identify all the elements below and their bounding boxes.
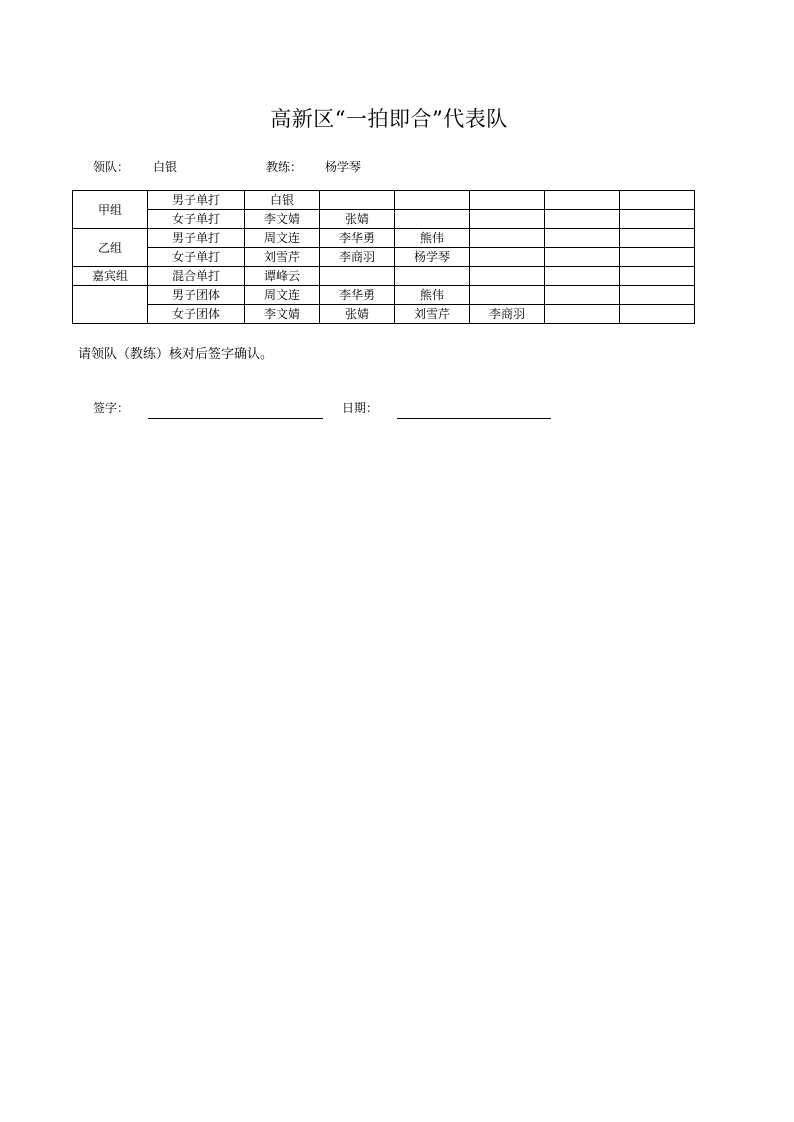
event-cell: 女子团体 (148, 305, 245, 324)
player-cell: 熊伟 (395, 286, 470, 305)
player-cell (620, 248, 695, 267)
player-cell (620, 267, 695, 286)
player-cell (470, 248, 545, 267)
player-cell (545, 267, 620, 286)
table-row (73, 248, 695, 267)
player-cell (620, 229, 695, 248)
player-cell: 李文婧 (245, 305, 320, 324)
player-cell: 李华勇 (320, 286, 395, 305)
player-cell: 李商羽 (470, 305, 545, 324)
roster-table (72, 190, 695, 324)
player-cell (470, 267, 545, 286)
table-row (73, 267, 695, 286)
player-cell: 刘雪芹 (395, 305, 470, 324)
page-title: 高新区“一拍即合”代表队 (270, 107, 508, 131)
player-cell: 刘雪芹 (245, 248, 320, 267)
group-name-cell: 嘉宾组 (73, 267, 148, 286)
coach-name: 杨学琴 (325, 160, 362, 174)
player-cell (620, 286, 695, 305)
group-name-cell: 乙组 (73, 229, 148, 267)
player-cell (470, 210, 545, 229)
player-cell (545, 286, 620, 305)
player-cell: 张婧 (320, 210, 395, 229)
date-line[interactable] (397, 418, 551, 419)
table-row (73, 305, 695, 324)
table-row (73, 286, 695, 305)
player-cell (545, 191, 620, 210)
player-cell: 周文连 (245, 286, 320, 305)
event-cell: 男子单打 (148, 229, 245, 248)
leader-name: 白银 (153, 160, 178, 174)
player-cell (395, 191, 470, 210)
player-cell (320, 267, 395, 286)
table-row (73, 210, 695, 229)
roster-table-body (73, 191, 695, 324)
player-cell: 李文婧 (245, 210, 320, 229)
event-cell: 女子单打 (148, 248, 245, 267)
player-cell: 谭峰云 (245, 267, 320, 286)
event-cell: 混合单打 (148, 267, 245, 286)
player-cell (395, 210, 470, 229)
event-cell: 男子团体 (148, 286, 245, 305)
group-name-cell: 甲组 (73, 191, 148, 229)
player-cell (470, 286, 545, 305)
player-cell (545, 210, 620, 229)
player-cell (620, 191, 695, 210)
player-cell: 杨学琴 (395, 248, 470, 267)
player-cell (620, 210, 695, 229)
player-cell (320, 191, 395, 210)
player-cell (470, 191, 545, 210)
date-label: 日期： (342, 401, 379, 415)
coach-label: 教练： (266, 160, 303, 174)
player-cell: 白银 (245, 191, 320, 210)
group-name-cell (73, 286, 148, 324)
player-cell: 周文连 (245, 229, 320, 248)
player-cell (545, 229, 620, 248)
leader-label: 领队： (93, 160, 130, 174)
event-cell: 男子单打 (148, 191, 245, 210)
signature-line[interactable] (148, 418, 323, 419)
player-cell (545, 248, 620, 267)
signature-label: 签字： (93, 401, 130, 415)
player-cell (545, 305, 620, 324)
player-cell: 李华勇 (320, 229, 395, 248)
player-cell (395, 267, 470, 286)
confirmation-note: 请领队（教练）核对后签字确认。 (78, 347, 274, 362)
table-row (73, 229, 695, 248)
player-cell (470, 229, 545, 248)
event-cell: 女子单打 (148, 210, 245, 229)
player-cell: 李商羽 (320, 248, 395, 267)
player-cell: 熊伟 (395, 229, 470, 248)
player-cell: 张婧 (320, 305, 395, 324)
player-cell (620, 305, 695, 324)
table-row (73, 191, 695, 210)
